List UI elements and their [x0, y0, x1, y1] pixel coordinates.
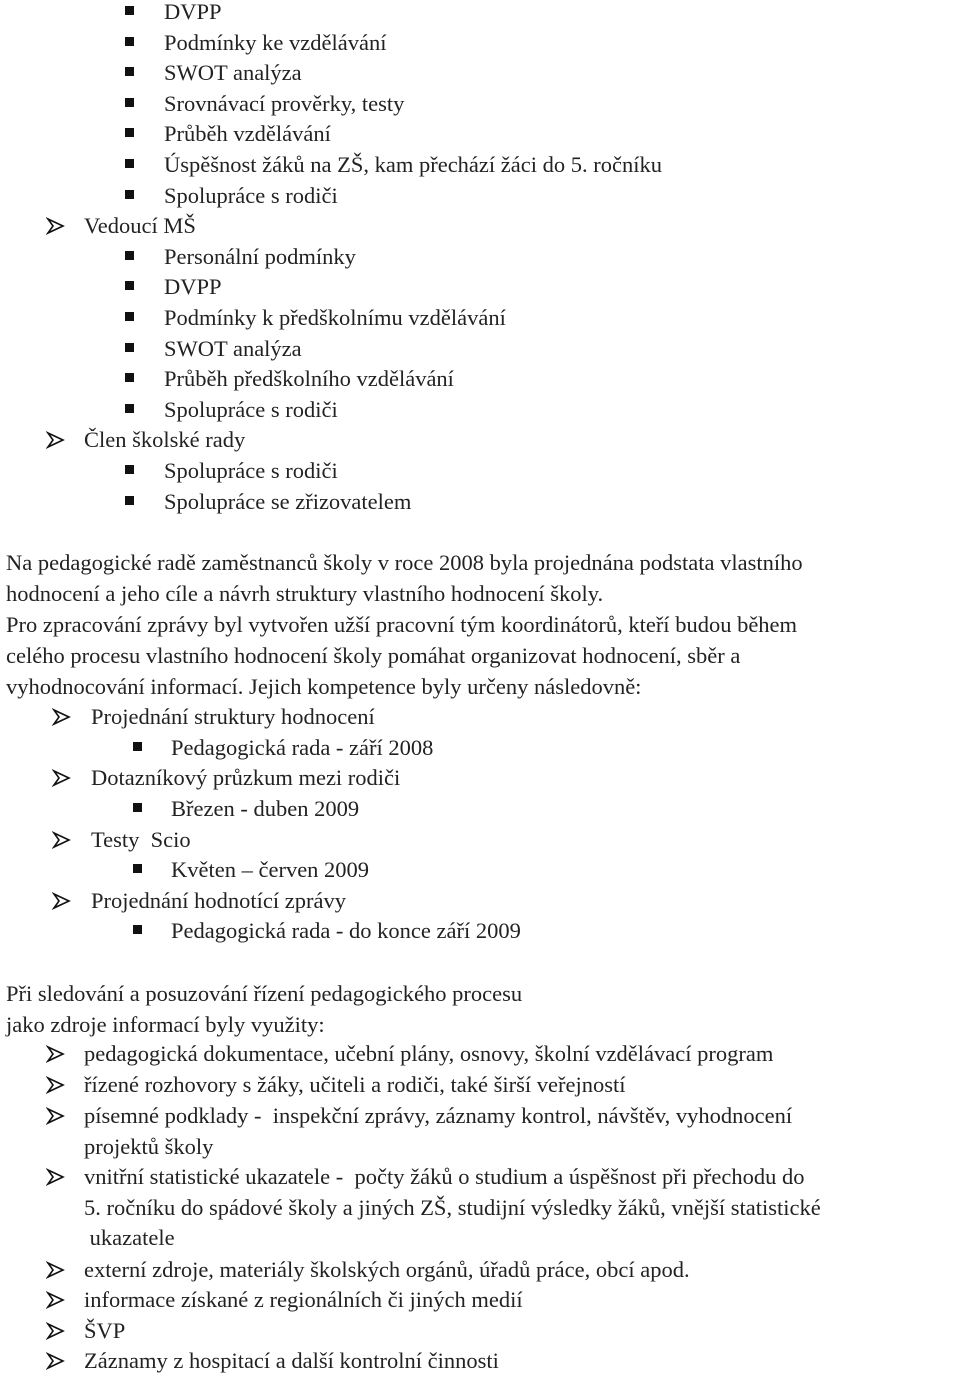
square-bullet-icon — [125, 6, 134, 15]
list-item: Srovnávací prověrky, testy — [125, 89, 404, 119]
paragraph-line: jako zdroje informací byly využity: — [6, 1012, 325, 1037]
list-item: Podmínky k předškolnímu vzdělávání — [125, 303, 506, 333]
list-item: externí zdroje, materiály školských orgánů, úřadů práce, obcí apod. — [46, 1255, 690, 1285]
list-item: Pedagogická rada - do konce září 2009 — [133, 916, 521, 946]
arrow-bullet-icon — [46, 1261, 66, 1279]
list-item: Testy Scio — [52, 825, 191, 855]
square-bullet-icon — [125, 98, 134, 107]
arrow-bullet-icon — [52, 769, 72, 787]
list-item: Dotazníkový průzkum mezi rodiči — [52, 763, 400, 793]
list-item: Vedoucí MŠ — [46, 211, 196, 241]
list-item: SWOT analýza — [125, 334, 302, 364]
list-item: DVPP — [125, 0, 222, 27]
square-bullet-icon — [125, 281, 134, 290]
list-item-continuation: 5. ročníku do spádové školy a jiných ZŠ, studijní výsledky žáků, vnější statistické — [84, 1195, 821, 1220]
arrow-bullet-icon — [46, 1076, 66, 1094]
list-item: Průběh předškolního vzdělávání — [125, 364, 454, 394]
list-item: Spolupráce s rodiči — [125, 456, 338, 486]
list-item: Spolupráce s rodiči — [125, 181, 338, 211]
arrow-bullet-icon — [52, 708, 72, 726]
paragraph-line: hodnocení a jeho cíle a návrh struktury vlastního hodnocení školy. — [6, 581, 604, 606]
arrow-bullet-icon — [46, 431, 66, 449]
arrow-bullet-icon — [52, 831, 72, 849]
list-item: vnitřní statistické ukazatele - počty žáků o studium a úspěšnost při přechodu do — [46, 1162, 804, 1192]
list-item-continuation: projektů školy — [84, 1134, 214, 1159]
square-bullet-icon — [125, 465, 134, 474]
square-bullet-icon — [133, 803, 142, 812]
list-item: Spolupráce se zřizovatelem — [125, 487, 411, 517]
list-item: Březen - duben 2009 — [133, 794, 359, 824]
list-item: písemné podklady - inspekční zprávy, záznamy kontrol, návštěv, vyhodnocení — [46, 1101, 792, 1131]
arrow-bullet-icon — [46, 1291, 66, 1309]
list-item: DVPP — [125, 272, 222, 302]
list-item: Spolupráce s rodiči — [125, 395, 338, 425]
list-item: Personální podmínky — [125, 242, 356, 272]
list-item: pedagogická dokumentace, učební plány, osnovy, školní vzdělávací program — [46, 1039, 773, 1069]
arrow-bullet-icon — [46, 1045, 66, 1063]
square-bullet-icon — [125, 159, 134, 168]
square-bullet-icon — [125, 190, 134, 199]
list-item: řízené rozhovory s žáky, učiteli a rodiči, také širší veřejností — [46, 1070, 625, 1100]
square-bullet-icon — [125, 496, 134, 505]
list-item: Člen školské rady — [46, 425, 245, 455]
paragraph-line: vyhodnocování informací. Jejich kompetence byly určeny následovně: — [6, 674, 642, 699]
list-item: Pedagogická rada - září 2008 — [133, 733, 433, 763]
arrow-bullet-icon — [46, 217, 66, 235]
list-item: Průběh vzdělávání — [125, 119, 331, 149]
paragraph-line: Na pedagogické radě zaměstnanců školy v roce 2008 byla projednána podstata vlastního — [6, 550, 803, 575]
square-bullet-icon — [125, 373, 134, 382]
list-item: Úspěšnost žáků na ZŠ, kam přechází žáci do 5. ročníku — [125, 150, 662, 180]
arrow-bullet-icon — [52, 892, 72, 910]
arrow-bullet-icon — [46, 1168, 66, 1186]
square-bullet-icon — [125, 128, 134, 137]
list-item-continuation: ukazatele — [84, 1225, 175, 1250]
arrow-bullet-icon — [46, 1352, 66, 1370]
arrow-bullet-icon — [46, 1107, 66, 1125]
list-item: SWOT analýza — [125, 58, 302, 88]
square-bullet-icon — [125, 67, 134, 76]
square-bullet-icon — [125, 343, 134, 352]
arrow-bullet-icon — [46, 1322, 66, 1340]
square-bullet-icon — [125, 37, 134, 46]
list-item: Záznamy z hospitací a další kontrolní činnosti — [46, 1346, 499, 1376]
list-item: ŠVP — [46, 1316, 125, 1346]
square-bullet-icon — [125, 404, 134, 413]
list-item: Projednání hodnotící zprávy — [52, 886, 346, 916]
paragraph-line: Při sledování a posuzování řízení pedagogického procesu — [6, 981, 523, 1006]
square-bullet-icon — [133, 742, 142, 751]
list-item: Podmínky ke vzdělávání — [125, 28, 386, 58]
list-item: informace získané z regionálních či jiných medií — [46, 1285, 523, 1315]
paragraph-line: celého procesu vlastního hodnocení školy pomáhat organizovat hodnocení, sběr a — [6, 643, 741, 668]
list-item: Květen – červen 2009 — [133, 855, 369, 885]
square-bullet-icon — [133, 925, 142, 934]
paragraph-line: Pro zpracování zprávy byl vytvořen užší pracovní tým koordinátorů, kteří budou během — [6, 612, 798, 637]
square-bullet-icon — [125, 312, 134, 321]
square-bullet-icon — [133, 864, 142, 873]
list-item: Projednání struktury hodnocení — [52, 702, 375, 732]
square-bullet-icon — [125, 251, 134, 260]
